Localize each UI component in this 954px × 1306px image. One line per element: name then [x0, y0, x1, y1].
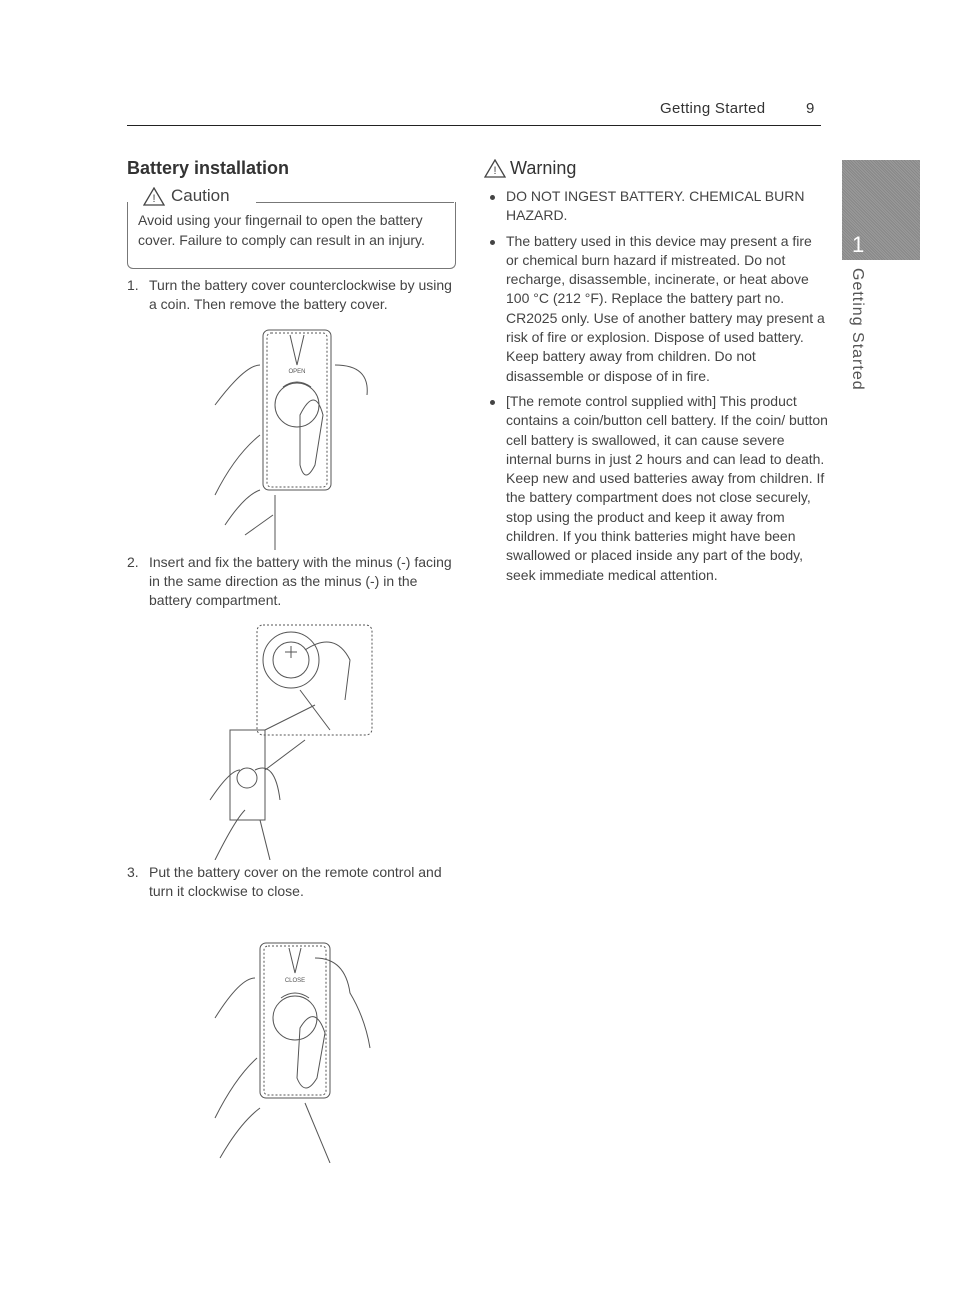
- open-label: OPEN: [288, 369, 306, 375]
- running-header: Getting Started: [660, 100, 766, 117]
- caution-triangle-icon: [143, 187, 165, 206]
- step-text: Insert and fix the battery with the minus (-) facing in the same direction as the minus (-) in the battery compartment.: [149, 554, 452, 608]
- step-2: [127, 553, 457, 610]
- chapter-tab: [842, 160, 920, 260]
- bullet-icon: [490, 240, 495, 245]
- chapter-number: 1: [852, 232, 865, 257]
- page-number: 9: [806, 100, 815, 117]
- step-text: Turn the battery cover counterclockwise by using a coin. Then remove the battery cover.: [149, 277, 452, 312]
- svg-text:!: !: [493, 165, 497, 177]
- header-rule: [127, 125, 821, 126]
- warning-item-text: [The remote control supplied with] This product contains a coin/button cell battery. If the coin/ button cell battery is swallowed, it can cause severe internal burns in just 2 hours and can lead to death. Keep new and used batteries away from children. If the battery compartment does not close securely, stop using the product and keep it away from children. If you think batteries might have been swallowed or placed inside any part of the body, seek immediate medical attention.: [506, 392, 828, 583]
- close-label: CLOSE: [284, 978, 306, 984]
- caution-heading: [143, 186, 230, 206]
- warning-item-text: DO NOT INGEST BATTERY. CHEMICAL BURN HAZARD.: [506, 188, 805, 224]
- open-cover-illustration: [205, 325, 375, 550]
- step-number: 2.: [127, 554, 139, 570]
- warning-heading: [484, 158, 576, 179]
- caution-text: Avoid using your fingernail to open the battery cover. Failure to comply can result in an injury.: [138, 212, 425, 248]
- svg-text:!: !: [152, 192, 156, 205]
- section-title: Battery installation: [127, 158, 290, 178]
- caution-box-top-rule: [256, 202, 454, 203]
- bullet-icon: [490, 195, 495, 200]
- step-number: 1.: [127, 277, 139, 293]
- step-number: 3.: [127, 864, 139, 880]
- warning-triangle-icon: [484, 159, 506, 178]
- step-1: [127, 276, 457, 314]
- warning-item: [488, 232, 828, 386]
- step-3: [127, 863, 457, 901]
- insert-battery-illustration: [205, 620, 380, 860]
- warning-item: [488, 392, 828, 585]
- close-cover-illustration: [205, 938, 380, 1163]
- warning-item-text: The battery used in this device may present a fire or chemical burn hazard if mistreated. Do not recharge, disassemble, incinerate, or heat above 100 °C (212 °F). Replace the battery part no. CR2025 only. Use of another battery may present a risk of fire or explosion. Dispose of used battery. Keep battery away from children. Do not disassemble or dispose of in fire.: [506, 232, 825, 384]
- warning-item: [488, 187, 828, 226]
- warning-list: [488, 187, 828, 591]
- warning-label: Warning: [510, 158, 577, 178]
- step-text: Put the battery cover on the remote control and turn it clockwise to close.: [149, 864, 442, 899]
- caution-label: Caution: [171, 186, 230, 205]
- bullet-icon: [490, 400, 495, 405]
- chapter-tab-label: Getting Started: [849, 268, 866, 391]
